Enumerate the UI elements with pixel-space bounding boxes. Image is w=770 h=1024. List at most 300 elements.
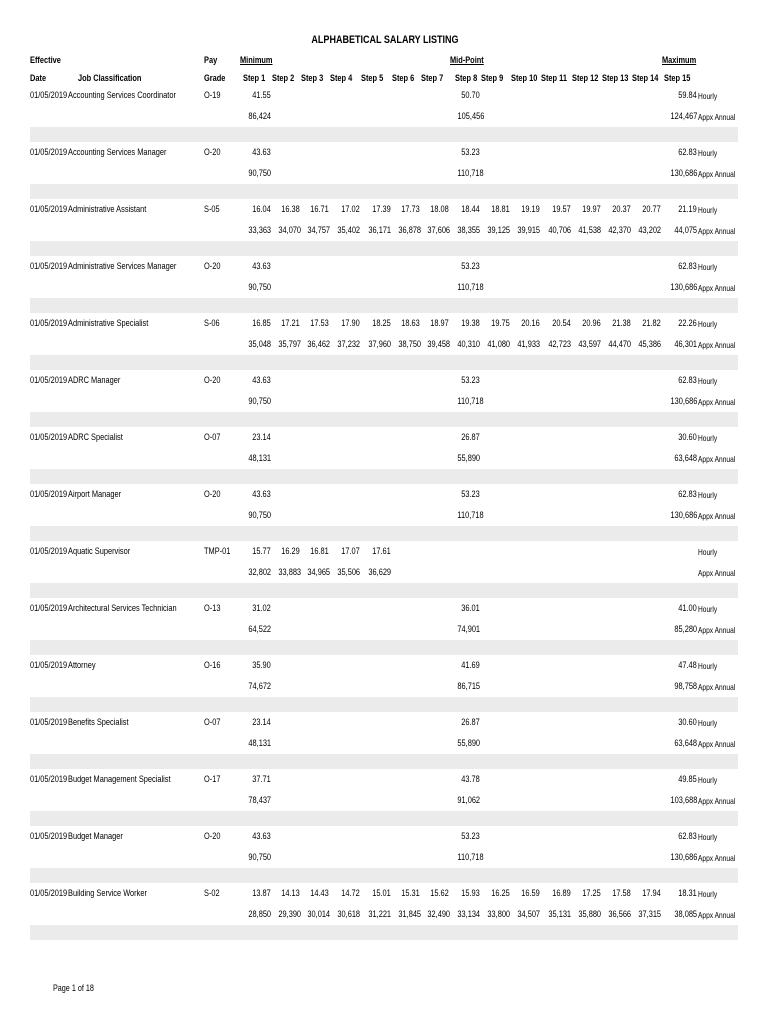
annual-salary-step-13: 44,470 [608,339,632,350]
table-row [30,199,738,220]
hourly-rate-step-10: 19.19 [521,204,540,215]
unit-annual: Appx Annual [698,339,736,350]
annual-salary-step-15: 130,686 [670,282,697,293]
hourly-rate-step-15: 62.83 [678,375,697,386]
row-separator [30,127,738,142]
table-row [30,769,738,790]
annual-salary-step-7: 39,458 [427,339,451,350]
table-row [30,598,738,619]
hourly-rate-step-1: 16.04 [252,204,271,215]
effective-date: 01/05/2019 [30,147,68,158]
hourly-rate-step-8: 53.23 [461,147,480,158]
annual-salary-step-1: 64,522 [248,624,271,635]
row-separator [30,640,738,655]
unit-hourly: Hourly [698,489,718,500]
annual-salary-step-15: 63,648 [674,453,697,464]
hourly-rate-step-12: 19.97 [582,204,601,215]
hourly-rate-step-15: 59.84 [678,90,697,101]
unit-annual: Appx Annual [698,510,736,521]
header-step-1: Step 1 [243,73,266,84]
annual-salary-step-1: 74,672 [248,681,271,692]
table-row [30,883,738,904]
annual-salary-step-1: 28,850 [248,909,271,920]
hourly-rate-step-2: 17.21 [281,318,300,329]
effective-date: 01/05/2019 [30,603,68,614]
header-minimum: Minimum [240,55,273,66]
header-step-9: Step 9 [481,73,504,84]
hourly-rate-step-3: 14.43 [310,888,329,899]
pay-grade: TMP-01 [204,546,231,557]
annual-salary-step-8: 91,062 [457,795,480,806]
header-step-5: Step 5 [361,73,384,84]
unit-hourly: Hourly [698,261,718,272]
header-step-8: Step 8 [455,73,478,84]
annual-salary-step-6: 31,845 [398,909,422,920]
unit-annual: Appx Annual [698,909,736,920]
hourly-rate-step-12: 17.25 [582,888,601,899]
header-step-12: Step 12 [572,73,599,84]
hourly-rate-step-8: 15.93 [461,888,480,899]
job-classification: Benefits Specialist [68,717,129,728]
annual-salary-step-4: 35,402 [337,225,360,236]
table-row [30,277,738,298]
annual-salary-step-2: 35,797 [278,339,302,350]
table-row [30,562,738,583]
effective-date: 01/05/2019 [30,261,68,272]
job-classification: Administrative Services Manager [68,261,177,272]
annual-salary-step-9: 41,080 [487,339,511,350]
hourly-rate-step-15: 47.48 [678,660,697,671]
effective-date: 01/05/2019 [30,375,68,386]
annual-salary-step-15: 130,686 [670,396,697,407]
row-separator [30,355,738,370]
hourly-rate-step-1: 43.63 [252,147,271,158]
header-step-3: Step 3 [301,73,324,84]
annual-salary-step-1: 86,424 [248,111,271,122]
annual-salary-step-8: 110,718 [457,168,484,179]
hourly-rate-step-4: 17.02 [341,204,360,215]
annual-salary-step-3: 36,462 [307,339,331,350]
unit-hourly: Hourly [698,546,718,557]
table-row [30,427,738,448]
table-row [30,370,738,391]
annual-salary-step-10: 41,933 [517,339,541,350]
hourly-rate-step-1: 31.02 [252,603,271,614]
annual-salary-step-1: 48,131 [248,738,271,749]
annual-salary-step-8: 110,718 [457,282,484,293]
job-classification: Budget Manager [68,831,123,842]
header-step-13: Step 13 [602,73,629,84]
annual-salary-step-15: 63,648 [674,738,697,749]
annual-salary-step-5: 31,221 [368,909,391,920]
header-step-11: Step 11 [541,73,567,84]
hourly-rate-step-1: 35.90 [252,660,271,671]
annual-salary-step-8: 74,901 [457,624,480,635]
job-classification: Attorney [68,660,96,671]
hourly-rate-step-14: 17.94 [642,888,661,899]
row-separator [30,184,738,199]
hourly-rate-step-1: 43.63 [252,489,271,500]
hourly-rate-step-1: 43.63 [252,375,271,386]
unit-hourly: Hourly [698,603,718,614]
annual-salary-step-1: 32,802 [248,567,271,578]
job-classification: Airport Manager [68,489,122,500]
annual-salary-step-8: 110,718 [457,510,484,521]
unit-hourly: Hourly [698,432,718,443]
annual-salary-step-8: 110,718 [457,852,484,863]
header-step-10: Step 10 [511,73,538,84]
hourly-rate-step-15: 30.60 [678,432,697,443]
hourly-rate-step-2: 16.29 [281,546,300,557]
hourly-rate-step-13: 21.38 [612,318,631,329]
job-classification: ADRC Specialist [68,432,123,443]
annual-salary-step-7: 32,490 [427,909,451,920]
effective-date: 01/05/2019 [30,489,68,500]
table-row [30,655,738,676]
hourly-rate-step-1: 16.85 [252,318,271,329]
pay-grade: O-20 [204,489,221,500]
annual-salary-step-4: 35,506 [337,567,360,578]
unit-annual: Appx Annual [698,453,736,464]
hourly-rate-step-8: 18.44 [461,204,480,215]
effective-date: 01/05/2019 [30,717,68,728]
unit-hourly: Hourly [698,147,718,158]
table-row [30,826,738,847]
salary-table [30,52,738,940]
table-row [30,733,738,754]
annual-salary-step-14: 45,386 [638,339,662,350]
hourly-rate-step-6: 15.31 [401,888,420,899]
annual-salary-step-15: 46,301 [674,339,697,350]
annual-salary-step-15: 44,075 [674,225,697,236]
hourly-rate-step-4: 17.90 [341,318,360,329]
annual-salary-step-9: 39,125 [487,225,511,236]
annual-salary-step-1: 48,131 [248,453,271,464]
annual-salary-step-15: 130,686 [670,168,697,179]
pay-grade: S-02 [204,888,220,899]
annual-salary-step-1: 33,363 [248,225,271,236]
hourly-rate-step-11: 16.89 [552,888,571,899]
hourly-rate-step-1: 43.63 [252,261,271,272]
annual-salary-step-13: 42,370 [608,225,632,236]
hourly-rate-step-8: 36.01 [461,603,480,614]
table-row [30,619,738,640]
job-classification: Administrative Specialist [68,318,149,329]
header-step-14: Step 14 [632,73,659,84]
annual-salary-step-4: 30,618 [337,909,360,920]
row-separator [30,469,738,484]
effective-date: 01/05/2019 [30,888,68,899]
effective-date: 01/05/2019 [30,660,68,671]
hourly-rate-step-9: 19.75 [491,318,510,329]
annual-salary-step-1: 90,750 [248,168,271,179]
annual-salary-step-11: 42,723 [548,339,571,350]
effective-date: 01/05/2019 [30,774,68,785]
hourly-rate-step-8: 53.23 [461,831,480,842]
unit-hourly: Hourly [698,90,718,101]
hourly-rate-step-15: 41.00 [678,603,697,614]
hourly-rate-step-6: 18.63 [401,318,420,329]
unit-annual: Appx Annual [698,795,736,806]
table-row [30,85,738,106]
hourly-rate-step-8: 26.87 [461,717,480,728]
annual-salary-step-12: 35,880 [578,909,602,920]
table-row [30,790,738,811]
header-job-classification: Job Classification [78,73,142,84]
header-midpoint: Mid-Point [450,55,484,66]
annual-salary-step-1: 90,750 [248,396,271,407]
table-row [30,106,738,127]
hourly-rate-step-6: 17.73 [401,204,420,215]
annual-salary-step-10: 34,507 [517,909,541,920]
annual-salary-step-1: 35,048 [248,339,271,350]
pay-grade: O-16 [204,660,221,671]
annual-salary-step-2: 29,390 [278,909,302,920]
hourly-rate-step-9: 16.25 [491,888,510,899]
hourly-rate-step-11: 19.57 [552,204,571,215]
header-step-7: Step 7 [421,73,444,84]
hourly-rate-step-8: 53.23 [461,375,480,386]
annual-salary-step-13: 36,566 [608,909,632,920]
annual-salary-step-1: 90,750 [248,282,271,293]
hourly-rate-step-15: 30.60 [678,717,697,728]
hourly-rate-step-15: 49.85 [678,774,697,785]
hourly-rate-step-15: 22.26 [678,318,697,329]
annual-salary-step-8: 110,718 [457,396,484,407]
hourly-rate-step-12: 20.96 [582,318,601,329]
annual-salary-step-7: 37,606 [427,225,451,236]
hourly-rate-step-5: 17.61 [372,546,391,557]
hourly-rate-step-14: 21.82 [642,318,661,329]
table-row [30,391,738,412]
header-row-1 [30,52,738,66]
hourly-rate-step-8: 19.38 [461,318,480,329]
unit-annual: Appx Annual [698,111,736,122]
hourly-rate-step-8: 53.23 [461,261,480,272]
annual-salary-step-2: 33,883 [278,567,302,578]
annual-salary-step-3: 30,014 [307,909,331,920]
salary-table-body [30,85,738,940]
hourly-rate-step-10: 20.16 [521,318,540,329]
job-classification: Building Service Worker [68,888,147,899]
unit-hourly: Hourly [698,831,718,842]
pay-grade: S-05 [204,204,220,215]
annual-salary-step-9: 33,800 [487,909,511,920]
hourly-rate-step-15: 62.83 [678,147,697,158]
hourly-rate-step-7: 18.97 [430,318,449,329]
unit-annual: Appx Annual [698,681,736,692]
annual-salary-step-3: 34,757 [307,225,331,236]
hourly-rate-step-5: 15.01 [372,888,391,899]
hourly-rate-step-1: 23.14 [252,432,271,443]
page-number: Page 1 of 18 [53,983,94,993]
hourly-rate-step-15: 62.83 [678,261,697,272]
effective-date: 01/05/2019 [30,831,68,842]
unit-annual: Appx Annual [698,567,736,578]
unit-annual: Appx Annual [698,282,736,293]
effective-date: 01/05/2019 [30,318,68,329]
hourly-rate-step-3: 16.81 [310,546,329,557]
table-row [30,484,738,505]
row-separator [30,925,738,940]
hourly-rate-step-2: 14.13 [281,888,300,899]
annual-salary-step-15: 85,280 [674,624,697,635]
annual-salary-step-8: 105,456 [457,111,485,122]
hourly-rate-step-1: 37.71 [252,774,271,785]
hourly-rate-step-8: 50.70 [461,90,480,101]
annual-salary-step-12: 43,597 [578,339,602,350]
row-separator [30,241,738,256]
hourly-rate-step-1: 23.14 [252,717,271,728]
annual-salary-step-6: 38,750 [398,339,422,350]
hourly-rate-step-1: 43.63 [252,831,271,842]
unit-annual: Appx Annual [698,852,736,863]
annual-salary-step-8: 86,715 [457,681,480,692]
annual-salary-step-8: 55,890 [457,738,480,749]
annual-salary-step-15: 103,688 [670,795,697,806]
annual-salary-step-15: 38,085 [674,909,697,920]
annual-salary-step-1: 90,750 [248,852,271,863]
job-classification: Accounting Services Manager [68,147,167,158]
annual-salary-step-14: 43,202 [638,225,662,236]
unit-hourly: Hourly [698,660,718,671]
unit-annual: Appx Annual [698,738,736,749]
hourly-rate-step-7: 15.62 [430,888,449,899]
header-step-4: Step 4 [330,73,353,84]
hourly-rate-step-14: 20.77 [642,204,661,215]
pay-grade: O-19 [204,90,221,101]
annual-salary-step-1: 78,437 [248,795,271,806]
table-row [30,313,738,334]
table-row [30,847,738,868]
hourly-rate-step-2: 16.38 [281,204,300,215]
header-pay: Pay [204,55,218,66]
table-row [30,220,738,241]
page-title: ALPHABETICAL SALARY LISTING [311,34,459,46]
hourly-rate-step-8: 43.78 [461,774,480,785]
unit-hourly: Hourly [698,375,718,386]
unit-annual: Appx Annual [698,624,736,635]
hourly-rate-step-1: 15.77 [252,546,271,557]
unit-annual: Appx Annual [698,396,736,407]
annual-salary-step-5: 37,960 [368,339,391,350]
table-row [30,505,738,526]
hourly-rate-step-1: 13.87 [252,888,271,899]
annual-salary-step-6: 36,878 [398,225,422,236]
hourly-rate-step-3: 17.53 [310,318,329,329]
table-row [30,712,738,733]
annual-salary-step-15: 130,686 [670,852,697,863]
annual-salary-step-8: 40,310 [457,339,480,350]
header-effective: Effective [30,55,61,66]
annual-salary-step-5: 36,171 [368,225,391,236]
annual-salary-step-15: 130,686 [670,510,697,521]
annual-salary-step-3: 34,965 [307,567,331,578]
hourly-rate-step-13: 17.58 [612,888,631,899]
effective-date: 01/05/2019 [30,204,68,215]
hourly-rate-step-8: 53.23 [461,489,480,500]
annual-salary-step-5: 36,629 [368,567,391,578]
header-step-15: Step 15 [664,73,691,84]
hourly-rate-step-15: 18.31 [678,888,697,899]
pay-grade: O-20 [204,261,221,272]
row-separator [30,811,738,826]
unit-hourly: Hourly [698,318,718,329]
pay-grade: O-13 [204,603,221,614]
effective-date: 01/05/2019 [30,432,68,443]
pay-grade: O-07 [204,432,221,443]
annual-salary-step-4: 37,232 [337,339,360,350]
job-classification: Architectural Services Technician [68,603,177,614]
annual-salary-step-8: 33,134 [457,909,480,920]
job-classification: ADRC Manager [68,375,121,386]
table-row [30,163,738,184]
row-separator [30,868,738,883]
pay-grade: S-06 [204,318,220,329]
annual-salary-step-15: 124,467 [670,111,697,122]
annual-salary-step-14: 37,315 [638,909,662,920]
table-row [30,448,738,469]
pay-grade: O-20 [204,831,221,842]
unit-annual: Appx Annual [698,225,736,236]
page-footer [53,983,104,993]
table-row [30,334,738,355]
row-separator [30,412,738,427]
job-classification: Budget Management Specialist [68,774,171,785]
annual-salary-step-1: 90,750 [248,510,271,521]
pay-grade: O-07 [204,717,221,728]
hourly-rate-step-10: 16.59 [521,888,540,899]
hourly-rate-step-15: 62.83 [678,831,697,842]
hourly-rate-step-9: 18.81 [491,204,510,215]
hourly-rate-step-4: 17.07 [341,546,360,557]
row-separator [30,526,738,541]
job-classification: Aquatic Supervisor [68,546,131,557]
annual-salary-step-11: 40,706 [548,225,571,236]
effective-date: 01/05/2019 [30,546,68,557]
pay-grade: O-20 [204,375,221,386]
table-row [30,904,738,925]
row-separator [30,697,738,712]
pay-grade: O-20 [204,147,221,158]
header-row-2 [30,66,738,85]
row-separator [30,298,738,313]
unit-hourly: Hourly [698,774,718,785]
unit-hourly: Hourly [698,204,718,215]
table-row [30,676,738,697]
annual-salary-step-10: 39,915 [517,225,541,236]
hourly-rate-step-13: 20.37 [612,204,631,215]
header-date: Date [30,73,47,84]
hourly-rate-step-4: 14.72 [341,888,360,899]
header-maximum: Maximum [662,55,697,66]
annual-salary-step-2: 34,070 [278,225,302,236]
annual-salary-step-11: 35,131 [548,909,571,920]
annual-salary-step-8: 38,355 [457,225,480,236]
hourly-rate-step-7: 18.08 [430,204,449,215]
header-step-6: Step 6 [392,73,415,84]
hourly-rate-step-8: 41.69 [461,660,480,671]
unit-hourly: Hourly [698,888,718,899]
hourly-rate-step-1: 41.55 [252,90,271,101]
hourly-rate-step-15: 21.19 [678,204,697,215]
pay-grade: O-17 [204,774,221,785]
hourly-rate-step-3: 16.71 [310,204,329,215]
annual-salary-step-15: 98,758 [674,681,697,692]
row-separator [30,583,738,598]
hourly-rate-step-5: 17.39 [372,204,391,215]
hourly-rate-step-15: 62.83 [678,489,697,500]
